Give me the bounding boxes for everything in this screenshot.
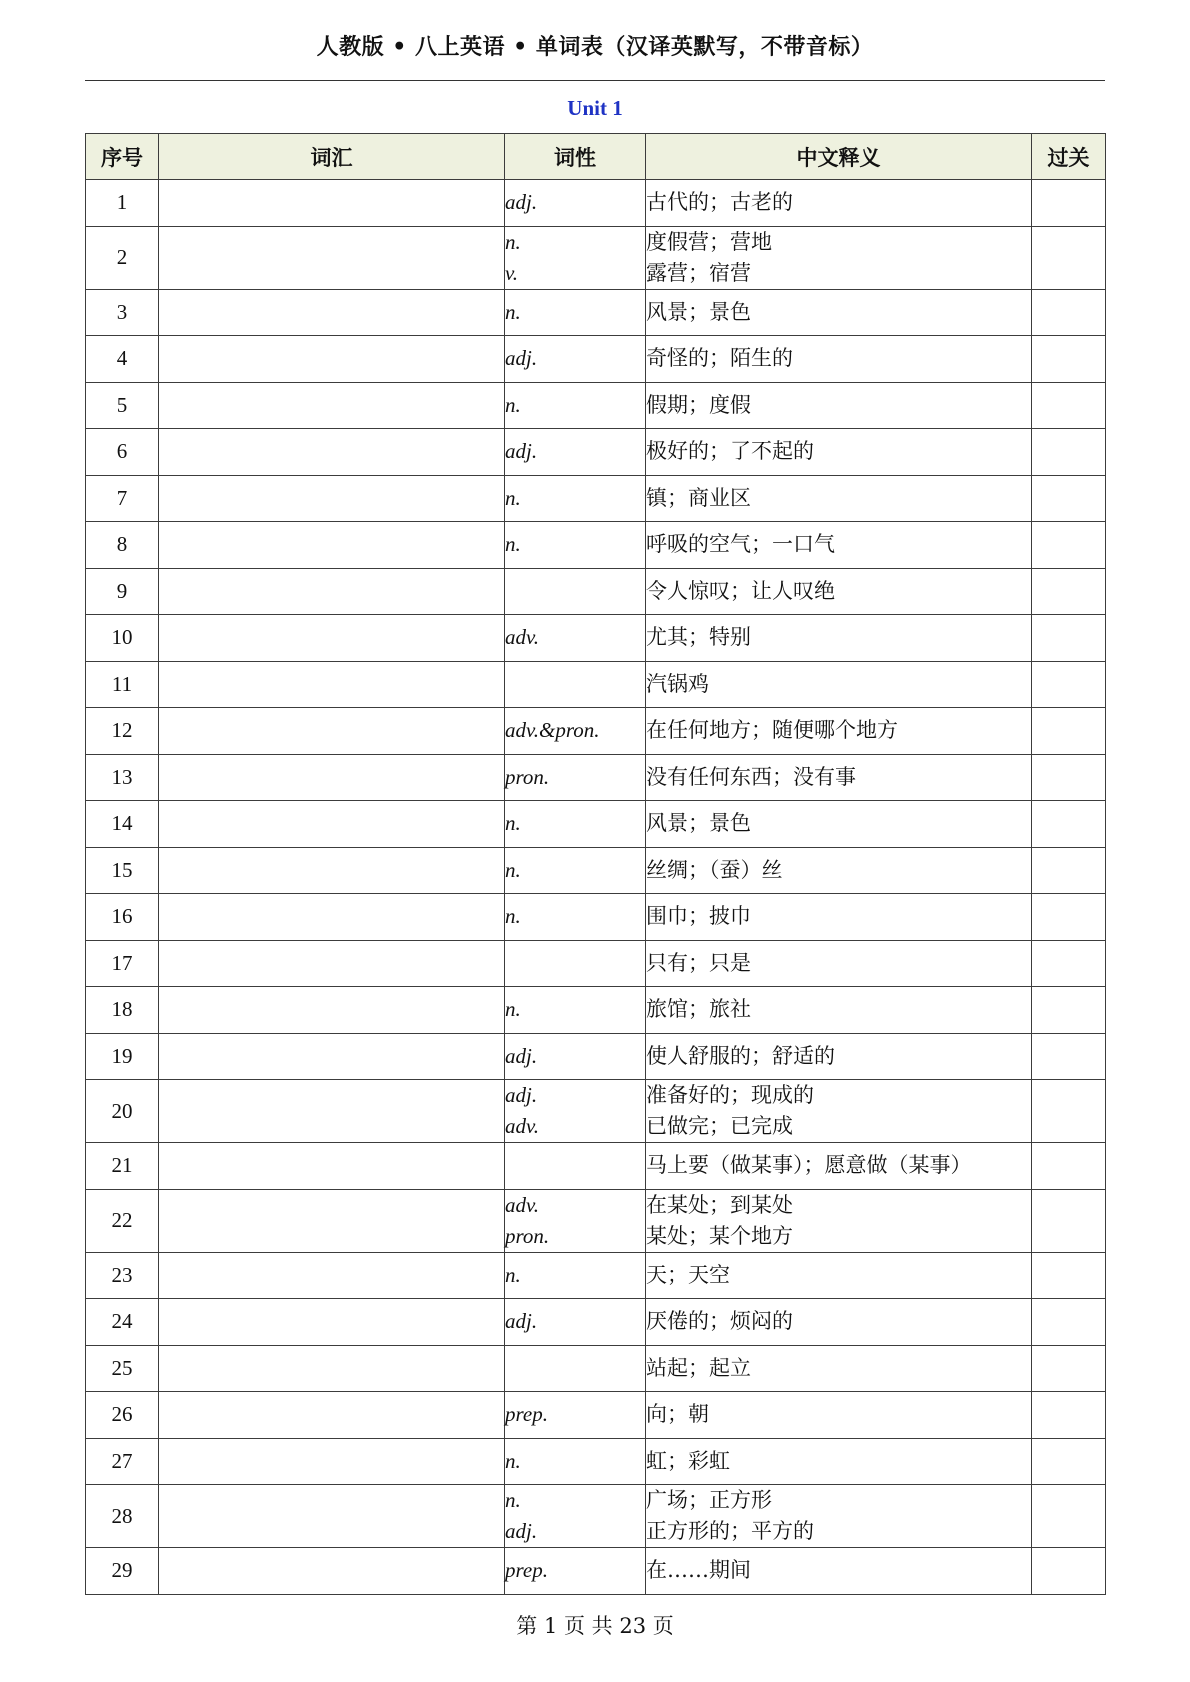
table-row [86, 180, 1106, 227]
row-number: 25 [86, 1345, 159, 1392]
meaning-cell [646, 429, 1032, 476]
pass-check-cell[interactable] [1032, 336, 1106, 383]
word-answer-cell[interactable] [159, 1548, 505, 1595]
table-body [86, 180, 1106, 1595]
meaning-cell [646, 801, 1032, 848]
meaning-text: 已做完；已完成 [646, 1114, 793, 1138]
meaning-text: 在……期间 [646, 1558, 751, 1583]
unit-heading: Unit 1 [567, 96, 623, 120]
part-of-speech-cell [505, 226, 646, 289]
pass-check-cell[interactable] [1032, 1299, 1106, 1346]
table-row [86, 754, 1106, 801]
part-of-speech-cell [505, 708, 646, 755]
meaning-text: 在某处；到某处 [646, 1192, 793, 1217]
pass-check-cell[interactable] [1032, 615, 1106, 662]
table-row [86, 1345, 1106, 1392]
row-number: 27 [86, 1438, 159, 1485]
part-of-speech-cell [505, 568, 646, 615]
row-number: 24 [86, 1299, 159, 1346]
part-of-speech: n. [505, 1448, 521, 1473]
meaning-text: 围巾；披巾 [646, 904, 751, 929]
meaning-cell [646, 1080, 1032, 1143]
table-row [86, 1189, 1106, 1252]
table-row [86, 568, 1106, 615]
part-of-speech: n. [505, 229, 521, 254]
pass-check-cell[interactable] [1032, 568, 1106, 615]
meaning-text: 度假营；营地 [646, 229, 772, 254]
meaning-cell [646, 615, 1032, 662]
meaning-cell [646, 475, 1032, 522]
part-of-speech-cell [505, 1080, 646, 1143]
row-number: 8 [86, 522, 159, 569]
pass-check-cell[interactable] [1032, 801, 1106, 848]
part-of-speech: adv. [505, 625, 540, 650]
pass-check-cell[interactable] [1032, 1392, 1106, 1439]
part-of-speech-cell [505, 1392, 646, 1439]
word-answer-cell[interactable] [159, 894, 505, 941]
meaning-text: 准备好的；现成的 [646, 1083, 814, 1107]
word-answer-cell[interactable] [159, 1080, 505, 1143]
part-of-speech: n. [505, 904, 521, 929]
pass-check-cell[interactable] [1032, 894, 1106, 941]
meaning-text: 风景；景色 [646, 811, 751, 836]
part-of-speech-cell [505, 801, 646, 848]
part-of-speech: adj. [505, 439, 538, 464]
table-row [86, 1080, 1106, 1143]
row-number: 4 [86, 336, 159, 383]
meaning-cell [646, 940, 1032, 987]
word-answer-cell[interactable] [159, 1299, 505, 1346]
word-answer-cell[interactable] [159, 1252, 505, 1299]
meaning-text: 古代的；古老的 [646, 190, 793, 215]
part-of-speech-cell [505, 1033, 646, 1080]
table-row [86, 336, 1106, 383]
table-row [86, 475, 1106, 522]
pass-check-cell[interactable] [1032, 661, 1106, 708]
table-row [86, 522, 1106, 569]
word-answer-cell[interactable] [159, 940, 505, 987]
pass-check-cell[interactable] [1032, 382, 1106, 429]
row-number: 2 [86, 226, 159, 289]
word-answer-cell[interactable] [159, 615, 505, 662]
word-answer-cell[interactable] [159, 180, 505, 227]
row-number: 7 [86, 475, 159, 522]
pass-check-cell[interactable] [1032, 1143, 1106, 1190]
pass-check-cell[interactable] [1032, 1438, 1106, 1485]
word-answer-cell[interactable] [159, 475, 505, 522]
word-answer-cell[interactable] [159, 847, 505, 894]
row-number: 21 [86, 1143, 159, 1190]
meaning-text: 呼吸的空气；一口气 [646, 532, 835, 557]
pass-check-cell[interactable] [1032, 1548, 1106, 1595]
part-of-speech: adv.&pron. [505, 718, 600, 743]
part-of-speech: adj. [505, 1083, 538, 1107]
meaning-text: 马上要（做某事）；愿意做（某事） [646, 1153, 972, 1178]
row-number: 16 [86, 894, 159, 941]
column-header-pass: 过关 [1032, 134, 1106, 180]
table-row [86, 1485, 1106, 1548]
word-answer-cell[interactable] [159, 987, 505, 1034]
meaning-text: 令人惊叹；让人叹绝 [646, 578, 835, 603]
word-answer-cell[interactable] [159, 382, 505, 429]
pass-check-cell[interactable] [1032, 1033, 1106, 1080]
meaning-cell [646, 1189, 1032, 1252]
part-of-speech: n. [505, 1262, 521, 1287]
pass-check-cell[interactable] [1032, 1252, 1106, 1299]
table-row [86, 615, 1106, 662]
word-answer-cell[interactable] [159, 429, 505, 476]
meaning-cell [646, 894, 1032, 941]
meaning-text: 某处；某个地方 [646, 1223, 793, 1248]
part-of-speech: prep. [505, 1558, 548, 1583]
vocabulary-table [85, 133, 1106, 1595]
meaning-cell [646, 1485, 1032, 1548]
column-header-pos: 词性 [505, 134, 646, 180]
part-of-speech-cell [505, 522, 646, 569]
pass-check-cell[interactable] [1032, 475, 1106, 522]
table-row [86, 226, 1106, 289]
pass-check-cell[interactable] [1032, 754, 1106, 801]
row-number: 22 [86, 1189, 159, 1252]
meaning-cell [646, 522, 1032, 569]
table-row [86, 1252, 1106, 1299]
word-answer-cell[interactable] [159, 1033, 505, 1080]
word-answer-cell[interactable] [159, 754, 505, 801]
word-answer-cell[interactable] [159, 522, 505, 569]
word-answer-cell[interactable] [159, 1345, 505, 1392]
row-number: 19 [86, 1033, 159, 1080]
part-of-speech-cell [505, 336, 646, 383]
meaning-text: 站起；起立 [646, 1355, 751, 1380]
meaning-text: 厌倦的；烦闷的 [646, 1309, 793, 1334]
meaning-cell [646, 661, 1032, 708]
table-row [86, 1438, 1106, 1485]
row-number: 23 [86, 1252, 159, 1299]
meaning-text: 极好的；了不起的 [646, 439, 814, 464]
pass-check-cell[interactable] [1032, 226, 1106, 289]
meaning-cell [646, 1438, 1032, 1485]
meaning-cell [646, 987, 1032, 1034]
word-answer-cell[interactable] [159, 1189, 505, 1252]
part-of-speech-cell [505, 429, 646, 476]
row-number: 9 [86, 568, 159, 615]
pass-check-cell[interactable] [1032, 1189, 1106, 1252]
word-answer-cell[interactable] [159, 1485, 505, 1548]
part-of-speech: n. [505, 857, 521, 882]
pass-check-cell[interactable] [1032, 1485, 1106, 1548]
table-row [86, 708, 1106, 755]
meaning-text: 汽锅鸡 [646, 671, 709, 696]
part-of-speech: adj. [505, 346, 538, 371]
meaning-cell [646, 847, 1032, 894]
part-of-speech: n. [505, 1488, 521, 1512]
table-header-row [86, 134, 1106, 180]
row-number: 29 [86, 1548, 159, 1595]
part-of-speech: n. [505, 532, 521, 557]
row-number: 1 [86, 180, 159, 227]
meaning-text: 露营；宿营 [646, 260, 751, 285]
part-of-speech: pron. [505, 764, 550, 789]
meaning-cell [646, 1252, 1032, 1299]
word-answer-cell[interactable] [159, 336, 505, 383]
word-answer-cell[interactable] [159, 226, 505, 289]
row-number: 26 [86, 1392, 159, 1439]
table-row [86, 987, 1106, 1034]
pass-check-cell[interactable] [1032, 708, 1106, 755]
meaning-text: 假期；度假 [646, 392, 751, 417]
table-row [86, 382, 1106, 429]
part-of-speech: adv. [505, 1192, 540, 1217]
row-number: 17 [86, 940, 159, 987]
row-number: 3 [86, 289, 159, 336]
meaning-text: 使人舒服的；舒适的 [646, 1043, 835, 1068]
meaning-cell [646, 1033, 1032, 1080]
pass-check-cell[interactable] [1032, 180, 1106, 227]
table-row [86, 289, 1106, 336]
table-row [86, 1033, 1106, 1080]
part-of-speech-cell [505, 289, 646, 336]
meaning-text: 虹；彩虹 [646, 1448, 730, 1473]
row-number: 6 [86, 429, 159, 476]
part-of-speech-cell [505, 615, 646, 662]
meaning-cell [646, 1345, 1032, 1392]
word-answer-cell[interactable] [159, 1438, 505, 1485]
part-of-speech: n. [505, 299, 521, 324]
meaning-cell [646, 754, 1032, 801]
column-header-num: 序号 [86, 134, 159, 180]
meaning-cell [646, 289, 1032, 336]
part-of-speech: prep. [505, 1402, 548, 1427]
column-header-meaning: 中文释义 [646, 134, 1032, 180]
table-row [86, 940, 1106, 987]
word-answer-cell[interactable] [159, 289, 505, 336]
header-divider [85, 80, 1105, 81]
part-of-speech-cell [505, 1548, 646, 1595]
word-answer-cell[interactable] [159, 661, 505, 708]
pass-check-cell[interactable] [1032, 522, 1106, 569]
word-answer-cell[interactable] [159, 801, 505, 848]
table-row [86, 1548, 1106, 1595]
part-of-speech: adj. [505, 1043, 538, 1068]
pass-check-cell[interactable] [1032, 289, 1106, 336]
table-row [86, 847, 1106, 894]
word-answer-cell[interactable] [159, 1143, 505, 1190]
meaning-text: 奇怪的；陌生的 [646, 346, 793, 371]
table-row [86, 1392, 1106, 1439]
part-of-speech: adv. [505, 1114, 540, 1138]
meaning-text: 只有；只是 [646, 950, 751, 975]
table-row [86, 894, 1106, 941]
meaning-cell [646, 708, 1032, 755]
pass-check-cell[interactable] [1032, 1345, 1106, 1392]
word-answer-cell[interactable] [159, 568, 505, 615]
meaning-text: 广场；正方形 [646, 1488, 772, 1512]
part-of-speech-cell [505, 1485, 646, 1548]
meaning-cell [646, 568, 1032, 615]
meaning-text: 向；朝 [646, 1402, 709, 1427]
row-number: 11 [86, 661, 159, 708]
row-number: 14 [86, 801, 159, 848]
meaning-cell [646, 180, 1032, 227]
part-of-speech-cell [505, 1345, 646, 1392]
page-footer: 第 1 页 共 23 页 [516, 1614, 674, 1638]
pass-check-cell[interactable] [1032, 429, 1106, 476]
meaning-text: 正方形的；平方的 [646, 1519, 814, 1543]
meaning-cell [646, 1299, 1032, 1346]
pass-check-cell[interactable] [1032, 987, 1106, 1034]
part-of-speech-cell [505, 1189, 646, 1252]
meaning-text: 没有任何东西；没有事 [646, 764, 856, 789]
column-header-word: 词汇 [159, 134, 505, 180]
part-of-speech-cell [505, 1299, 646, 1346]
document-title: 人教版 • 八上英语 • 单词表（汉译英默写，不带音标） [316, 34, 874, 60]
part-of-speech: adj. [505, 1309, 538, 1334]
table-row [86, 801, 1106, 848]
part-of-speech-cell [505, 382, 646, 429]
part-of-speech-cell [505, 940, 646, 987]
table-row [86, 1299, 1106, 1346]
meaning-text: 在任何地方；随便哪个地方 [646, 718, 898, 743]
row-number: 10 [86, 615, 159, 662]
pass-check-cell[interactable] [1032, 1080, 1106, 1143]
meaning-text: 旅馆；旅社 [646, 997, 751, 1022]
meaning-cell [646, 382, 1032, 429]
row-number: 13 [86, 754, 159, 801]
table-row [86, 661, 1106, 708]
part-of-speech-cell [505, 475, 646, 522]
part-of-speech: adj. [505, 1519, 538, 1543]
pass-check-cell[interactable] [1032, 940, 1106, 987]
row-number: 28 [86, 1485, 159, 1548]
pass-check-cell[interactable] [1032, 847, 1106, 894]
meaning-cell [646, 1392, 1032, 1439]
part-of-speech-cell [505, 847, 646, 894]
part-of-speech: n. [505, 811, 521, 836]
row-number: 18 [86, 987, 159, 1034]
part-of-speech: n. [505, 392, 521, 417]
word-answer-cell[interactable] [159, 708, 505, 755]
part-of-speech: n. [505, 485, 521, 510]
part-of-speech-cell [505, 987, 646, 1034]
part-of-speech-cell [505, 754, 646, 801]
part-of-speech: v. [505, 260, 519, 285]
row-number: 15 [86, 847, 159, 894]
word-answer-cell[interactable] [159, 1392, 505, 1439]
part-of-speech-cell [505, 180, 646, 227]
part-of-speech: adj. [505, 190, 538, 215]
meaning-text: 镇；商业区 [646, 485, 751, 510]
part-of-speech-cell [505, 1438, 646, 1485]
meaning-cell [646, 226, 1032, 289]
part-of-speech-cell [505, 661, 646, 708]
meaning-cell [646, 336, 1032, 383]
meaning-cell [646, 1548, 1032, 1595]
meaning-text: 风景；景色 [646, 299, 751, 324]
meaning-cell [646, 1143, 1032, 1190]
table-row [86, 429, 1106, 476]
part-of-speech-cell [505, 1143, 646, 1190]
part-of-speech-cell [505, 1252, 646, 1299]
meaning-text: 天；天空 [646, 1262, 730, 1287]
row-number: 20 [86, 1080, 159, 1143]
row-number: 5 [86, 382, 159, 429]
row-number: 12 [86, 708, 159, 755]
part-of-speech: pron. [505, 1223, 550, 1248]
part-of-speech: n. [505, 997, 521, 1022]
table-row [86, 1143, 1106, 1190]
meaning-text: 尤其；特别 [646, 625, 751, 650]
part-of-speech-cell [505, 894, 646, 941]
meaning-text: 丝绸；（蚕）丝 [646, 857, 783, 882]
